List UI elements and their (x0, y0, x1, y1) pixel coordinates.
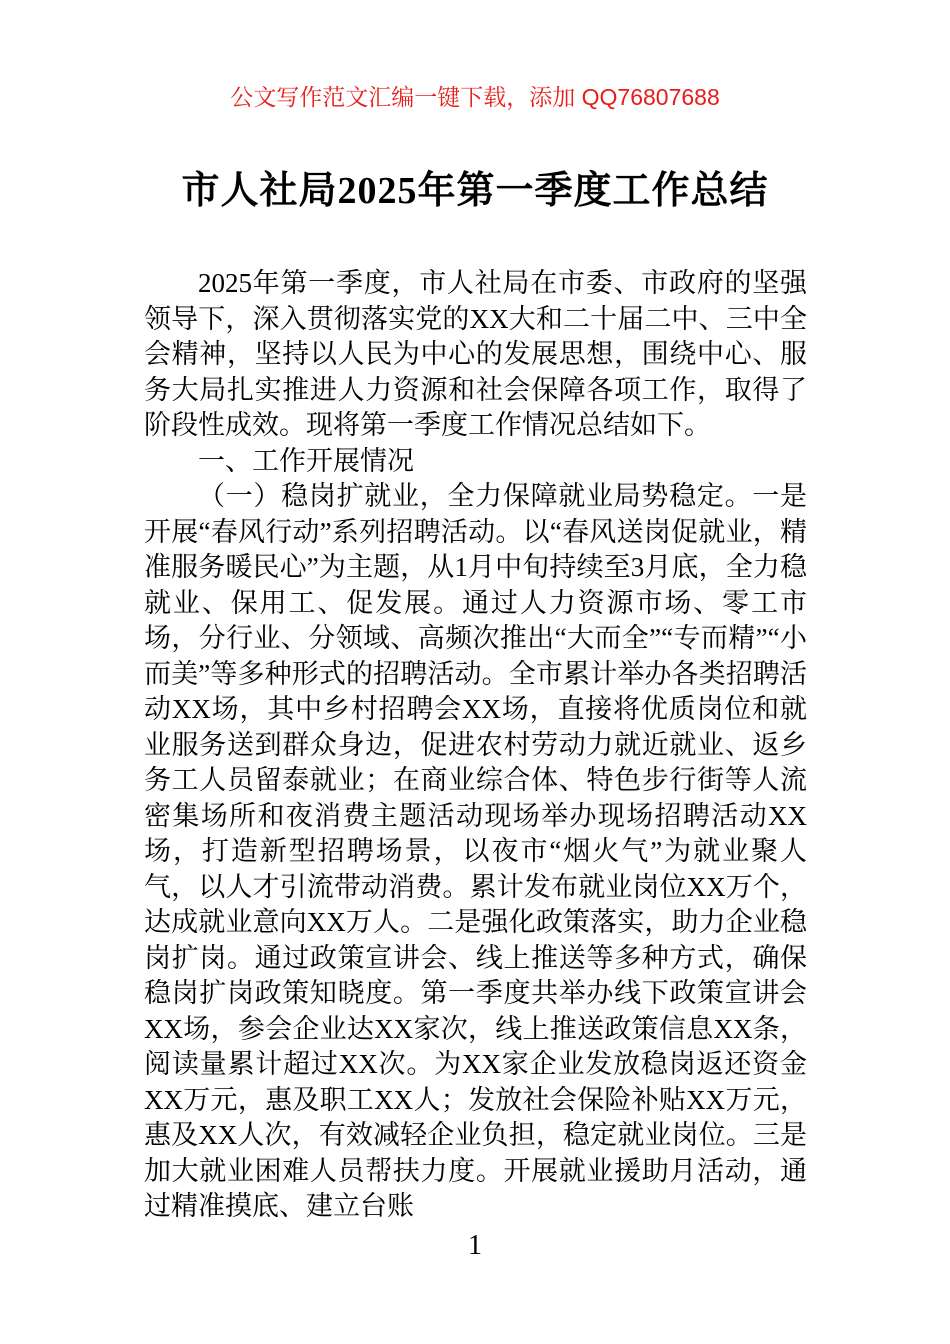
document-title: 市人社局2025年第一季度工作总结 (181, 170, 769, 212)
body-paragraph: （一）稳岗扩就业，全力保障就业局势稳定。一是开展“春风行动”系列招聘活动。以“春风送岗促就业，精准服务暖民心”为主题，从1月中旬持续至3月底，全力稳就业、保用工、促发展。通过人力资源市场、零工市场，分行业、分领域、高频次推出“大而全”“专而精”“小而美”等多种形式的招聘活动。全市累计举办各类招聘活动XX场，其中乡村招聘会XX场，直接将优质岗位和就业服务送到群众身边，促进农村劳动力就近就业、返乡务工人员留泰就业；在商业综合体、特色步行街等人流密集场所和夜消费主题活动现场举办现场招聘活动XX场，打造新型招聘场景，以夜市“烟火气”为就业聚人气，以人才引流带动消费。累计发布就业岗位XX万个，达成就业意向XX万人。二是强化政策落实，助力企业稳岗扩岗。通过政策宣讲会、线上推送等多种方式，确保稳岗扩岗政策知晓度。第一季度共举办线下政策宣讲会XX场，参会企业达XX家次，线上推送政策信息XX条，阅读量累计超过XX次。为XX家企业发放稳岗返还资金XX万元，惠及职工XX人；发放社会保险补贴XX万元，惠及XX人次，有效减轻企业负担，稳定就业岗位。三是加大就业困难人员帮扶力度。开展就业援助月活动，通过精准摸底、建立台账 (144, 481, 807, 1221)
promo-header-text: 公文写作范文汇编一键下载，添加 QQ76807688 (230, 84, 720, 110)
section-heading: 一、工作开展情况 (198, 445, 414, 476)
page-number: 1 (468, 1229, 482, 1261)
body-paragraph: 2025年第一季度，市人社局在市委、市政府的坚强领导下，深入贯彻落实党的XX大和二十届二中、三中全会精神，坚持以人民为中心的发展思想，围绕中心、服务大局扎实推进人力资源和社会保障各项工作，取得了阶段性成效。现将第一季度工作情况总结如下。 (144, 268, 807, 440)
document-body (144, 266, 807, 1225)
